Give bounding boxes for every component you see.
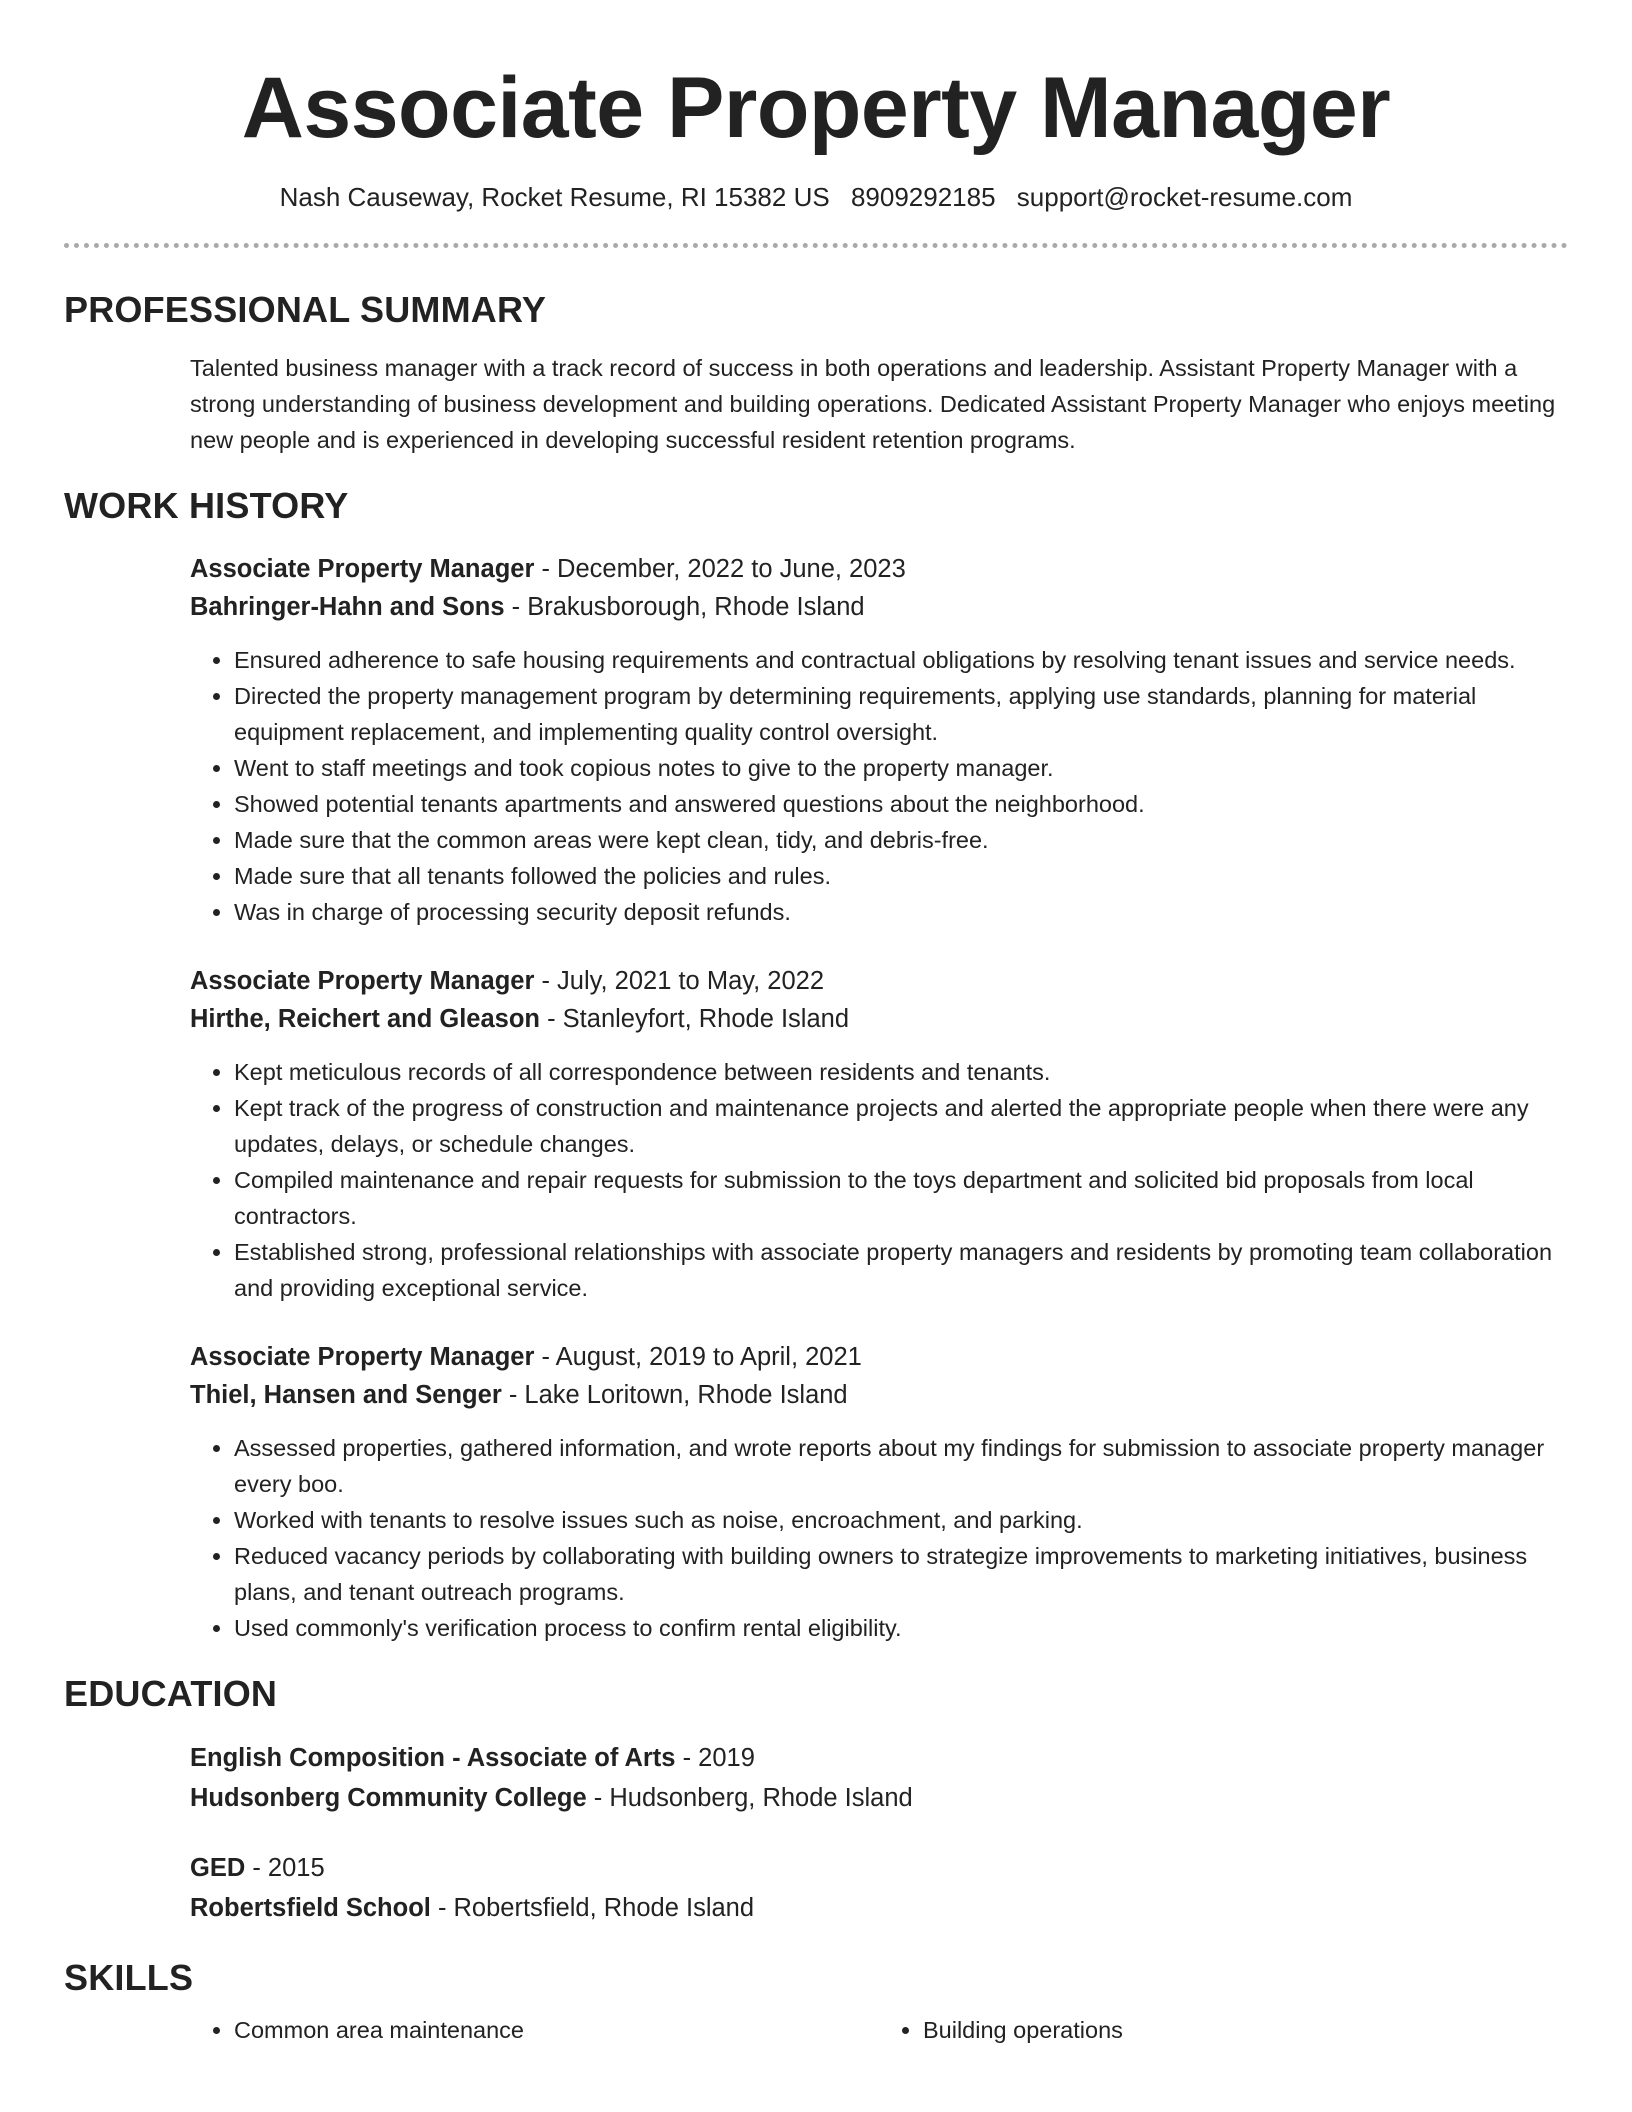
list-item: • Assessed properties, gathered information, and wrote reports about my findings for submission to associate property manager every boo. <box>234 1430 1568 1502</box>
job-location: - Stanleyfort, Rhode Island <box>540 1005 850 1033</box>
list-item: • Established strong, professional relationships with associate property managers and residents by promoting team collaboration and providing exceptional service. <box>234 1234 1568 1306</box>
education-year: - 2015 <box>245 1854 325 1882</box>
header-divider <box>64 243 1568 248</box>
summary-text: Talented business manager with a track record of success in both operations and leadership. Assistant Property Manager with a strong understanding of business development and building operations. Dedicated Assistant Property Manager who enjoys meeting new people and is experienced in developing successful resident retention programs. <box>190 355 1556 453</box>
list-item: • Made sure that the common areas were kept clean, tidy, and debris-free. <box>234 822 1568 858</box>
job-title-line <box>190 1338 1568 1376</box>
list-item: • Common area maintenance <box>234 2012 879 2048</box>
job-entry <box>190 962 1568 1306</box>
contact-email: support@rocket-resume.com <box>1016 182 1353 212</box>
education-degree-line <box>190 1848 1568 1888</box>
list-item: • Worked with tenants to resolve issues such as noise, encroachment, and parking. <box>234 1502 1568 1538</box>
job-title-line <box>190 550 1568 588</box>
list-item: • Went to staff meetings and took copious notes to give to the property manager. <box>234 750 1568 786</box>
list-item: • Directed the property management program by determining requirements, applying use standards, planning for material equipment replacement, and implementing quality control oversight. <box>234 678 1568 750</box>
list-item: • Compiled maintenance and repair requests for submission to the toys department and solicited bid proposals from local contractors. <box>234 1162 1568 1234</box>
education-entry <box>190 1738 1568 1818</box>
list-item: • Kept meticulous records of all correspondence between residents and tenants. <box>234 1054 1568 1090</box>
skills-column-right <box>879 2012 1568 2048</box>
job-company-line <box>190 588 1568 626</box>
contact-phone: 8909292185 <box>850 182 996 212</box>
education-school: Robertsfield School <box>190 1894 431 1922</box>
job-company: Thiel, Hansen and Senger <box>190 1381 502 1409</box>
education-heading: EDUCATION <box>64 1673 278 1714</box>
job-bullets <box>190 642 1568 930</box>
job-bullets <box>190 1054 1568 1306</box>
contact-line <box>64 180 1568 214</box>
list-item: • Ensured adherence to safe housing requirements and contractual obligations by resolving tenant issues and service needs. <box>234 642 1568 678</box>
job-bullets <box>190 1430 1568 1646</box>
resume-title: Associate Property Manager <box>241 60 1391 156</box>
job-entry <box>190 550 1568 930</box>
job-location: - Brakusborough, Rhode Island <box>504 593 865 621</box>
education-degree: English Composition - Associate of Arts <box>190 1744 676 1772</box>
list-item: • Reduced vacancy periods by collaborating with building owners to strategize improvements to marketing initiatives, business plans, and tenant outreach programs. <box>234 1538 1568 1610</box>
list-item: • Showed potential tenants apartments and answered questions about the neighborhood. <box>234 786 1568 822</box>
list-item: • Was in charge of processing security deposit refunds. <box>234 894 1568 930</box>
education-school-line <box>190 1778 1568 1818</box>
job-title: Associate Property Manager <box>190 1343 535 1371</box>
job-dates: - August, 2019 to April, 2021 <box>534 1343 862 1371</box>
education-school-line <box>190 1888 1568 1928</box>
list-item: • Made sure that all tenants followed the policies and rules. <box>234 858 1568 894</box>
skills-column-left <box>190 2012 879 2048</box>
summary-block <box>190 350 1568 458</box>
skills-heading: SKILLS <box>64 1957 194 1998</box>
job-dates: - December, 2022 to June, 2023 <box>534 555 906 583</box>
job-title-line <box>190 962 1568 1000</box>
education-school: Hudsonberg Community College <box>190 1784 587 1812</box>
contact-address: Nash Causeway, Rocket Resume, RI 15382 US <box>279 182 830 212</box>
job-dates: - July, 2021 to May, 2022 <box>534 967 825 995</box>
education-year: - 2019 <box>675 1744 755 1772</box>
education-location: - Robertsfield, Rhode Island <box>430 1894 755 1922</box>
job-location: - Lake Loritown, Rhode Island <box>501 1381 848 1409</box>
job-title: Associate Property Manager <box>190 555 535 583</box>
education-entry <box>190 1848 1568 1928</box>
education-location: - Hudsonberg, Rhode Island <box>586 1784 913 1812</box>
skills-list <box>190 2012 1568 2048</box>
job-title: Associate Property Manager <box>190 967 535 995</box>
summary-heading: PROFESSIONAL SUMMARY <box>64 289 547 330</box>
work-heading: WORK HISTORY <box>64 485 349 526</box>
job-company-line <box>190 1000 1568 1038</box>
list-item: • Kept track of the progress of construction and maintenance projects and alerted the appropriate people when there were any updates, delays, or schedule changes. <box>234 1090 1568 1162</box>
job-company: Bahringer-Hahn and Sons <box>190 593 505 621</box>
job-company-line <box>190 1376 1568 1414</box>
education-degree-line <box>190 1738 1568 1778</box>
list-item: • Building operations <box>923 2012 1568 2048</box>
job-entry <box>190 1338 1568 1646</box>
job-company: Hirthe, Reichert and Gleason <box>190 1005 541 1033</box>
education-degree: GED <box>190 1854 246 1882</box>
list-item: • Used commonly's verification process to confirm rental eligibility. <box>234 1610 1568 1646</box>
